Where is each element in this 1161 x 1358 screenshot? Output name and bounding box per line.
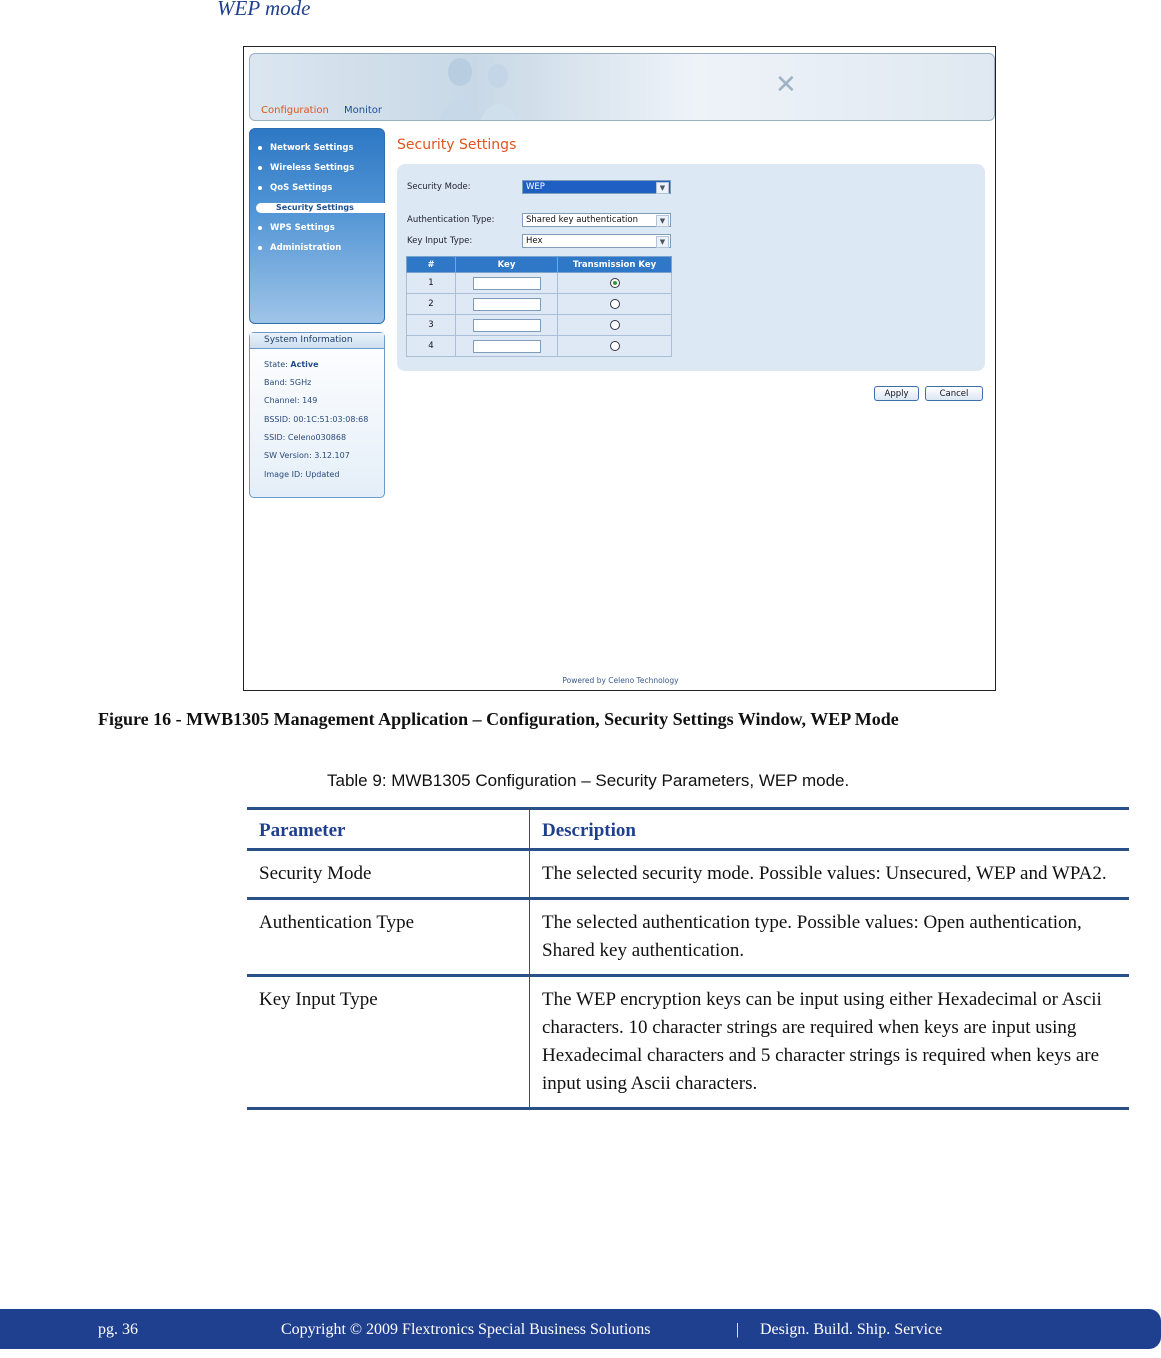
- sys-image-id: Image ID: Updated: [264, 470, 340, 479]
- key-index: 1: [407, 273, 456, 294]
- cancel-button[interactable]: Cancel: [925, 386, 983, 401]
- brand-logo-icon: ✕: [775, 70, 797, 100]
- nav-configuration[interactable]: Configuration: [261, 105, 329, 116]
- page-number: pg. 36: [98, 1321, 138, 1338]
- menu-item-wps-settings[interactable]: WPS Settings: [258, 223, 335, 233]
- column-header-parameter: Parameter: [247, 809, 530, 850]
- bullet-icon: [258, 166, 262, 170]
- content-title: Security Settings: [397, 137, 517, 153]
- system-information-title: System Information: [250, 333, 384, 349]
- column-header-description: Description: [530, 809, 1130, 850]
- table-caption: Table 9: MWB1305 Configuration – Security Parameters, WEP mode.: [327, 771, 850, 790]
- key-input-1[interactable]: [473, 277, 541, 290]
- key-table-header-transmission: Transmission Key: [558, 257, 672, 273]
- menu-item-qos-settings[interactable]: QoS Settings: [258, 183, 332, 193]
- table-row: [247, 976, 1129, 1109]
- sys-state: State: Active: [264, 360, 319, 369]
- sys-sw-version: SW Version: 3.12.107: [264, 451, 350, 460]
- key-input-label: Key Input Type:: [407, 236, 473, 246]
- app-banner: [249, 53, 995, 121]
- transmission-key-radio-3[interactable]: [610, 320, 620, 330]
- bullet-icon: [258, 246, 262, 250]
- sys-bssid: BSSID: 00:1C:51:03:08:68: [264, 415, 369, 424]
- parameter-table: [247, 807, 1129, 1110]
- bullet-icon: [258, 186, 262, 190]
- key-index: 2: [407, 294, 456, 315]
- sys-ssid: SSID: Celeno030868: [264, 433, 347, 442]
- bullet-icon: [258, 146, 262, 150]
- auth-type-label: Authentication Type:: [407, 215, 495, 225]
- transmission-key-radio-1[interactable]: [610, 278, 620, 288]
- parameter-name: Authentication Type: [247, 899, 530, 976]
- parameter-description: The WEP encryption keys can be input using either Hexadecimal or Ascii characters. 10 character strings are required when keys are input using Hexadecimal characters and 5 character strings is required when keys are input using Ascii characters.: [530, 976, 1130, 1109]
- menu-item-wireless-settings[interactable]: Wireless Settings: [258, 163, 354, 173]
- menu-item-administration[interactable]: Administration: [258, 243, 341, 253]
- footer-separator: |: [736, 1321, 740, 1338]
- menu-item-network-settings[interactable]: Network Settings: [258, 143, 354, 153]
- key-index: 3: [407, 315, 456, 336]
- apply-button[interactable]: Apply: [874, 386, 919, 401]
- nav-monitor[interactable]: Monitor: [344, 105, 383, 116]
- parameter-name: Key Input Type: [247, 976, 530, 1109]
- system-information-panel: [249, 332, 385, 498]
- key-input-3[interactable]: [473, 319, 541, 332]
- wep-key-table: [406, 256, 672, 357]
- table-row: [407, 273, 672, 294]
- menu-item-security-settings[interactable]: Security Settings: [256, 203, 386, 213]
- footer-slogan: Design. Build. Ship. Service: [760, 1321, 943, 1338]
- section-title: WEP mode: [217, 0, 311, 20]
- chevron-down-icon: ▼: [656, 236, 669, 248]
- table-row: [407, 336, 672, 357]
- key-input-2[interactable]: [473, 298, 541, 311]
- key-table-header-key: Key: [456, 257, 558, 273]
- key-input-select[interactable]: Hex ▼: [522, 234, 671, 248]
- key-input-4[interactable]: [473, 340, 541, 353]
- sys-band: Band: 5GHz: [264, 378, 312, 387]
- transmission-key-radio-2[interactable]: [610, 299, 620, 309]
- parameter-description: The selected authentication type. Possible values: Open authentication, Shared key authentication.: [530, 899, 1130, 976]
- table-row: [247, 899, 1129, 976]
- page-footer: [0, 1309, 1161, 1349]
- figure-caption: Figure 16 - MWB1305 Management Application – Configuration, Security Settings Window, WEP Mode: [98, 709, 899, 729]
- chevron-down-icon: ▼: [656, 182, 669, 194]
- sys-channel: Channel: 149: [264, 396, 318, 405]
- chevron-down-icon: ▼: [656, 215, 669, 227]
- parameter-name: Security Mode: [247, 850, 530, 899]
- key-table-header-index: #: [407, 257, 456, 273]
- transmission-key-radio-4[interactable]: [610, 341, 620, 351]
- key-index: 4: [407, 336, 456, 357]
- side-menu: [249, 128, 385, 324]
- bullet-icon: [258, 226, 262, 230]
- screenshot-figure: [243, 46, 996, 691]
- table-row: [407, 294, 672, 315]
- people-graphic-icon: [420, 54, 540, 120]
- security-mode-select[interactable]: WEP ▼: [522, 180, 671, 194]
- security-mode-label: Security Mode:: [407, 182, 471, 192]
- table-row: [247, 850, 1129, 899]
- table-row: [407, 315, 672, 336]
- footer-copyright: Copyright © 2009 Flextronics Special Business Solutions: [281, 1321, 651, 1338]
- powered-by: Powered by Celeno Technology: [562, 676, 679, 685]
- auth-type-select[interactable]: Shared key authentication ▼: [522, 213, 671, 227]
- parameter-description: The selected security mode. Possible values: Unsecured, WEP and WPA2.: [530, 850, 1130, 899]
